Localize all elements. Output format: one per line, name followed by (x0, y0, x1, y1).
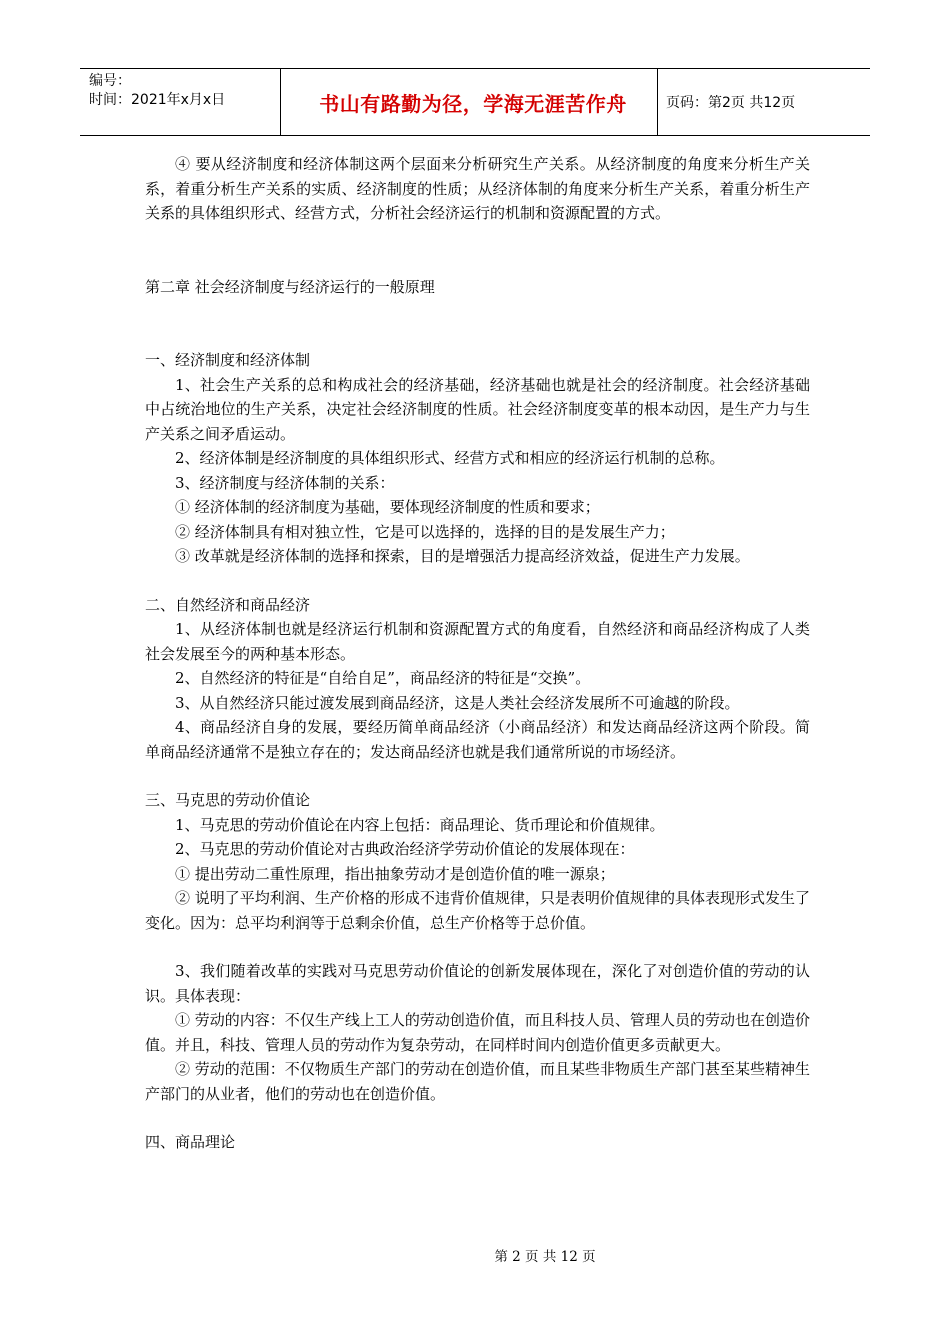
paragraph: 2、马克思的劳动价值论对古典政治经济学劳动价值论的发展体现在： (175, 840, 635, 858)
list-item: ② 说明了平均利润、生产价格的形成不违背价值规律，只是表明价值规律的具体表现形式发生了变化。因为：总平均利润等于总剩余价值，总生产价格等于总价值。 (145, 889, 810, 932)
document-date-label: 时间：2021年x月x日 (89, 92, 226, 108)
page-header (80, 68, 870, 136)
document-number-label: 编号： (89, 73, 131, 89)
list-item: ② 劳动的范围：不仅物质生产部门的劳动在创造价值，而且某些非物质生产部门甚至某些精神生产部门的从业者，他们的劳动也在创造价值。 (145, 1060, 810, 1103)
paragraph: 4、商品经济自身的发展，要经历简单商品经济（小商品经济）和发达商品经济这两个阶段。简单商品经济通常不是独立存在的；发达商品经济也就是我们通常所说的市场经济。 (145, 718, 810, 761)
paragraph: 1、马克思的劳动价值论在内容上包括：商品理论、货币理论和价值规律。 (175, 815, 665, 834)
list-item: ① 劳动的内容：不仅生产线上工人的劳动创造价值，而且科技人员、管理人员的劳动也在创造价值。并且，科技、管理人员的劳动作为复杂劳动，在同样时间内创造价值更多贡献更大。 (145, 1011, 810, 1054)
chapter-title: 第二章 社会经济制度与经济运行的一般原理 (145, 277, 435, 296)
header-page-cell (658, 69, 870, 135)
footer-page-number: 第 2 页 共 12 页 (494, 1249, 596, 1265)
intro-paragraph: ④ 要从经济制度和经济体制这两个层面来分析研究生产关系。从经济制度的角度来分析生产关系，着重分析生产关系的实质、经济制度的性质；从经济体制的角度来分析生产关系，着重分析生产关系的具体组织形式、经营方式，分析社会经济运行的机制和资源配置的方式。 (145, 155, 810, 222)
header-motto-cell (281, 69, 658, 135)
paragraph: 3、经济制度与经济体制的关系： (175, 473, 395, 492)
list-item: ③ 改革就是经济体制的选择和探索，目的是增强活力提高经济效益，促进生产力发展。 (175, 547, 750, 565)
paragraph: 3、我们随着改革的实践对马克思劳动价值论的创新发展体现在，深化了对创造价值的劳动的认识。具体表现： (145, 962, 810, 1005)
paragraph: 2、自然经济的特征是“自给自足”，商品经济的特征是“交换”。 (175, 669, 591, 687)
section-title-2: 二、自然经济和商品经济 (145, 595, 311, 614)
list-item: ② 经济体制具有相对独立性，它是可以选择的，选择的目的是发展生产力； (175, 522, 675, 541)
header-page-label: 页码：第2页 共12页 (666, 95, 796, 111)
header-meta-cell (80, 69, 281, 135)
document-body (145, 152, 810, 1155)
section-title-1: 一、经济制度和经济体制 (145, 351, 311, 369)
section-title-3: 三、马克思的劳动价值论 (145, 791, 311, 809)
paragraph: 3、从自然经济只能过渡发展到商品经济，这是人类社会经济发展所不可逾越的阶段。 (175, 693, 740, 712)
paragraph: 1、社会生产关系的总和构成社会的经济基础，经济基础也就是社会的经济制度。社会经济基础中占统治地位的生产关系，决定社会经济制度的性质。社会经济制度变革的根本动因，是生产力与生产关系之间矛盾运动。 (145, 375, 810, 443)
list-item: ① 提出劳动二重性原理，指出抽象劳动才是创造价值的唯一源泉； (175, 864, 615, 883)
paragraph: 1、从经济体制也就是经济运行机制和资源配置方式的角度看，自然经济和商品经济构成了人类社会发展至今的两种基本形态。 (145, 620, 810, 663)
list-item: ① 经济体制的经济制度为基础，要体现经济制度的性质和要求； (175, 498, 600, 516)
section-title-4: 四、商品理论 (145, 1133, 236, 1151)
page-footer (0, 1245, 950, 1265)
header-motto: 书山有路勤为径，学海无涯苦作舟 (319, 91, 627, 116)
paragraph: 2、经济体制是经济制度的具体组织形式、经营方式和相应的经济运行机制的总称。 (175, 449, 725, 467)
